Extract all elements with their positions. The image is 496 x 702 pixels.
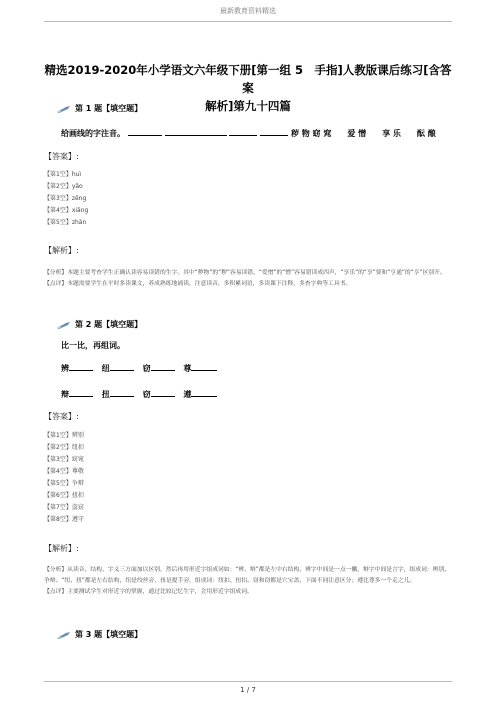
answer-label: 【答案】: [44,152,79,161]
question-3-heading [57,629,142,640]
title-line-1: 精选2019-2020年小学语文六年级下册[第一组 5 手指]人教版课后练习[含答案 [44,63,452,95]
compare-row-1 [61,362,217,374]
analysis-label: 【解析】: [44,246,79,255]
pen-icon [57,631,71,639]
answer-item: 【第5空】zhàn [44,219,87,226]
answer-blank[interactable] [69,362,93,371]
compare-row-2 [61,388,217,400]
question-3-heading-text: 第 3 题【填空题】 [75,630,143,639]
question-1-stem [61,127,436,139]
answer-item: 【第5空】争辩 [44,480,84,487]
answer-blank[interactable] [260,127,288,136]
char: 窃 [142,390,151,399]
char: 窃 [142,364,151,373]
answer-item: 【第3空】zēng [44,195,87,202]
answer-blank[interactable] [69,388,93,397]
question-2-analysis [44,565,454,598]
footer-divider [44,681,452,682]
char: 辩 [61,390,69,399]
page-header: 最新教育资料精选 [220,7,276,15]
char: 辨 [61,364,69,373]
answer-item: 【第7空】盗窃 [44,504,84,511]
answer-item: 【第2空】yǎo [44,183,83,190]
analysis-text: 【分析】从读音、结构、字义三方面加以区别，然后再用形近字组成词如：“辨、辩”都是左中右结构，辨字中间是一点一撇，辩字中间是言字，组成词：辨别、争辩。“纽、扭”都是左右结构，纽是绞丝旁，扭是提手旁，组成词：纽扣、扭扣。窃和窃都是穴宝盖，下面不同注意区分；遵比尊多一个走之儿。 [44,567,450,584]
question-2-answers [44,430,84,526]
question-1-heading [57,103,142,114]
pen-icon [57,105,71,113]
answer-item: 【第4空】xiǎng [44,207,89,214]
answer-blank[interactable] [191,362,217,371]
page-number: 1 / 7 [240,686,256,694]
question-1-stem-prefix: 给画线的字注音。 [61,129,125,138]
answer-blank[interactable] [165,127,227,136]
answer-item: 【第8空】遵守 [44,516,84,523]
answer-item: 【第1空】huì [44,171,82,178]
answer-label: 【答案】: [44,412,79,421]
answer-blank[interactable] [110,388,134,397]
answer-item: 【第4空】尊敬 [44,468,84,475]
pen-icon [57,321,71,329]
comment-text: 【点评】本题需要学生在平时多读课文，养成熟练地诵读，注意读音，多积累词语，多读课下注释，多查字典等工具书。 [44,281,352,287]
char: 遵 [183,390,192,399]
analysis-text: 【分析】本题主要考查学生正确认读容易读错的生字。其中“秽物”的“秽”容易读错，“爱憎”的“憎”容易错读成四声，“享乐”的“享”要和“亨通”的“亨”区别开。 [44,270,446,276]
question-2-stem: 比一比，再组词。 [61,341,125,350]
answer-item: 【第2空】纽扣 [44,444,84,451]
title-line-2: 解析]第九十四篇 [205,99,291,113]
question-1-heading-text: 第 1 题【填空题】 [75,104,143,113]
comment-text: 【点评】主要测试学生对形近字的掌握，通过比较记忆生字，会用形近字组成词。 [44,589,253,595]
question-1-answers [44,169,88,229]
question-2-heading-text: 第 2 题【填空题】 [75,320,143,329]
answer-blank[interactable] [229,127,257,136]
answer-item: 【第1空】辨别 [44,432,84,439]
char: 纽 [101,364,110,373]
answer-blank[interactable] [151,388,175,397]
question-1-words: 秽 物 窈 窕 爱 憎 享 乐 酝 酿 [290,129,436,138]
answer-blank[interactable] [128,127,162,136]
answer-item: 【第6空】扭扣 [44,492,84,499]
question-2-heading [57,319,142,330]
answer-blank[interactable] [191,388,217,397]
answer-item: 【第3空】窈窕 [44,456,84,463]
char: 扭 [101,390,110,399]
question-1-analysis [44,268,454,290]
answer-blank[interactable] [110,362,134,371]
header-divider [44,21,452,22]
analysis-label: 【解析】: [44,544,79,553]
answer-blank[interactable] [151,362,175,371]
char: 尊 [183,364,192,373]
